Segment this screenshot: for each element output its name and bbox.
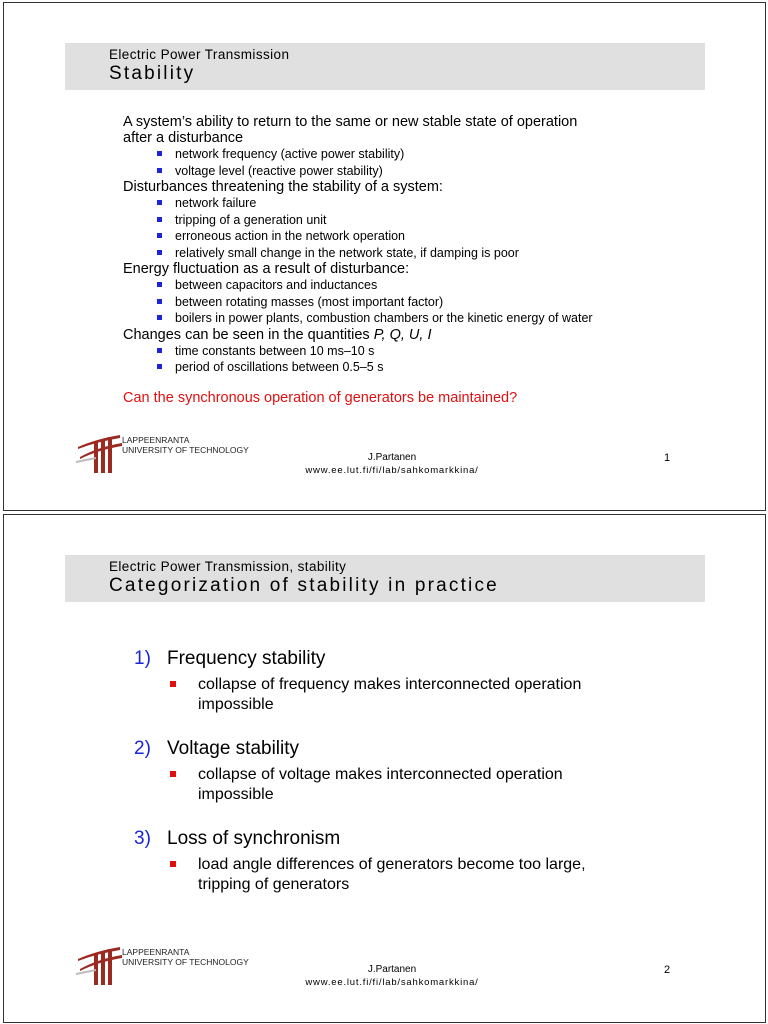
list-item: tripping of a generation unit: [123, 212, 723, 229]
university-logo-icon: [76, 939, 124, 987]
university-logo: [76, 427, 249, 477]
changes-heading: Changes can be seen in the quantities P, Q, U, I: [123, 326, 432, 343]
slide-subtitle: Electric Power Transmission, stability: [109, 559, 347, 574]
category-heading: 2) Voltage stability: [134, 738, 300, 759]
slide-2: [3, 514, 766, 1023]
bullet-icon: [170, 861, 176, 867]
slide-body: [123, 114, 723, 406]
slide-header: [65, 555, 705, 602]
list-item: voltage level (reactive power stability): [123, 163, 723, 180]
bullet-icon: [157, 250, 162, 255]
bullet-icon: [157, 233, 162, 238]
category-item: [134, 827, 694, 895]
bullet-icon: [157, 315, 162, 320]
category-detail: collapse of frequency makes interconnected operation impossible: [134, 675, 694, 715]
category-item: [134, 737, 694, 805]
logo-line-2: UNIVERSITY OF TECHNOLOGY: [122, 445, 249, 455]
bullet-icon: [157, 151, 162, 156]
slide-title: Categorization of stability in practice: [109, 575, 499, 596]
slide-title: Stability: [109, 63, 196, 84]
university-logo: [76, 939, 249, 989]
list-item: erroneous action in the network operation: [123, 228, 723, 245]
list-item: between capacitors and inductances: [123, 277, 723, 294]
slide-1: [3, 2, 766, 511]
logo-line-2: UNIVERSITY OF TECHNOLOGY: [122, 957, 249, 967]
footer-author: J.Partanen: [367, 964, 417, 975]
synchronous-question: Can the synchronous operation of generators be maintained?: [123, 389, 518, 406]
intro-text: A system’s ability to return to the same or new stable state of operation: [123, 114, 578, 130]
bullet-icon: [157, 299, 162, 304]
page-number: 1: [664, 452, 671, 464]
category-detail: load angle differences of generators become too large, tripping of generators: [134, 855, 694, 895]
list-item: network failure: [123, 195, 723, 212]
list-item: relatively small change in the network state, if damping is poor: [123, 245, 723, 262]
bullet-icon: [157, 282, 162, 287]
intro-text-cont: after a disturbance: [123, 130, 244, 146]
energy-heading: Energy fluctuation as a result of disturbance:: [123, 261, 410, 277]
bullet-icon: [157, 200, 162, 205]
category-heading: 3) Loss of synchronism: [134, 828, 341, 849]
footer-author: J.Partanen: [367, 452, 417, 463]
bullet-icon: [157, 217, 162, 222]
category-heading: 1) Frequency stability: [134, 648, 326, 669]
slide-header: [65, 43, 705, 90]
bullet-icon: [157, 348, 162, 353]
list-item: boilers in power plants, combustion chambers or the kinetic energy of water: [123, 310, 723, 327]
list-item: between rotating masses (most important factor): [123, 294, 723, 311]
bullet-icon: [170, 771, 176, 777]
university-logo-icon: [76, 427, 124, 475]
bullet-icon: [157, 168, 162, 173]
list-item: time constants between 10 ms–10 s: [123, 343, 723, 360]
quantities-vars: P, Q, U, I: [373, 326, 432, 343]
category-detail: collapse of voltage makes interconnected operation impossible: [134, 765, 694, 805]
bullet-icon: [157, 364, 162, 369]
logo-line-1: LAPPEENRANTA: [122, 947, 190, 957]
list-item: network frequency (active power stability): [123, 146, 723, 163]
disturbances-heading: Disturbances threatening the stability of a system:: [123, 179, 443, 195]
logo-line-1: LAPPEENRANTA: [122, 435, 190, 445]
footer-url: www.ee.lut.fi/fi/lab/sahkomarkkina/: [305, 977, 479, 988]
footer-url: www.ee.lut.fi/fi/lab/sahkomarkkina/: [305, 465, 479, 476]
bullet-icon: [170, 681, 176, 687]
category-list: [134, 647, 694, 917]
page-number: 2: [664, 964, 671, 976]
slide-subtitle: Electric Power Transmission: [109, 47, 290, 62]
category-item: [134, 647, 694, 715]
list-item: period of oscillations between 0.5–5 s: [123, 359, 723, 376]
